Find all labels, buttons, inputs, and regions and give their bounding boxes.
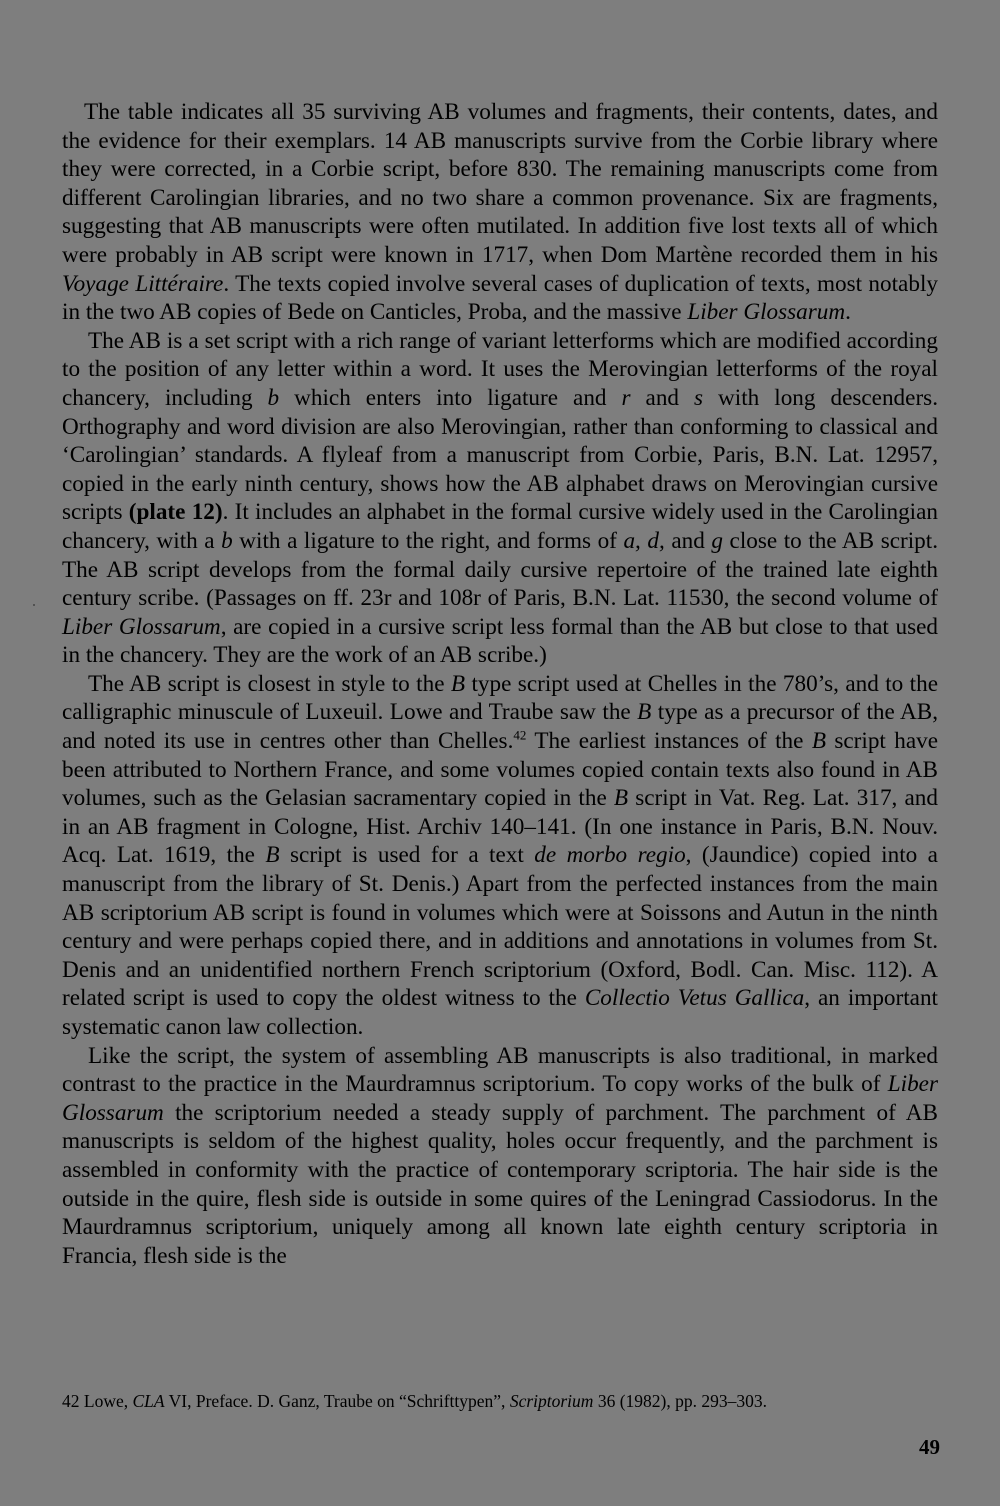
paragraph-3 <box>62 670 938 1042</box>
text-run: script in Vat. Reg. Lat. 317, and in an AB fragment in Cologne, Hist. Archiv 140–141. (In one instance in Paris, B.N. Nouv. Acq. Lat. 1619, the <box>62 785 938 869</box>
text-run: close to the AB script. The AB script develops from the formal daily cursive repertoire of the trained late eighth century scribe. (Passages on ff. 23r and 108r of Paris, B.N. Lat. 11530, the second volume of <box>62 527 939 612</box>
margin-speck <box>33 604 35 606</box>
text-run: 36 (1982), pp. 293–303. <box>593 1391 767 1411</box>
italic-text: s <box>694 384 704 411</box>
text-run: with a ligature to the right, and forms of <box>232 527 624 554</box>
italic-text: B <box>811 728 826 755</box>
text-run: . <box>845 299 851 326</box>
text-run: . The texts copied involve several cases of duplication of texts, most notably in the two AB copies of Bede on Canticles, Proba, and the massive <box>62 270 938 326</box>
italic-text: Scriptorium <box>509 1391 594 1411</box>
text-run: The AB script is closest in style to the <box>88 670 451 697</box>
footnote-marker: 42 <box>513 727 527 743</box>
body-text <box>62 98 938 1270</box>
paragraph-2 <box>62 327 938 670</box>
italic-text: Collectio Vetus Gallica <box>584 985 805 1012</box>
text-run: . It includes an alphabet in the formal cursive widely used in the Carolingian chancery, with a <box>62 499 938 554</box>
text-run: script have been attributed to Northern France, and some volumes copied contain texts also found in AB volumes, such as the Gelasian sacramentary copied in the <box>62 728 939 812</box>
text-run: the scriptorium needed a steady supply of parchment. The parchment of AB manuscripts is seldom of the highest quality, holes occur frequently, and the parchment is assembled in conformity with the practice of contemporary scriptoria. The hair side is the outside in the quire, flesh side is outside in some quires of the Leningrad Cassiodorus. In the Maurdramnus scriptorium, uniquely among all known late eighth century scriptoria in Francia, flesh side is the <box>62 1099 938 1269</box>
italic-text: b <box>267 384 280 411</box>
text-run: VI, Preface. D. Ganz, Traube on “Schrifttypen”, <box>164 1391 510 1411</box>
text-run: Like the script, the system of assembling AB manuscripts is also traditional, in marked contrast to the practice in the Maurdramnus scriptorium. To copy works of the bulk of <box>62 1042 938 1098</box>
text-run: The AB is a set script with a rich range of variant letterforms which are modified according to the position of any letter within a word. It uses the Merovingian letterforms of the royal chancery, including <box>62 327 938 411</box>
italic-text: g <box>711 527 723 554</box>
text-run: with long descenders. Orthography and word division are also Merovingian, rather than conforming to classical and ‘Carolingian’ standards. A flyleaf from a manuscript from Corbie, Paris, B.N. Lat. 12957, copied in the early ninth century, shows how the AB alphabet draws on Merovingian cursive scripts <box>62 384 938 526</box>
paragraph-4 <box>62 1042 938 1271</box>
text-run: , are copied in a cursive script less formal than the AB but close to that used in the chancery. They are the work of an AB scribe.) <box>62 613 938 669</box>
text-run: 42 Lowe, <box>62 1391 133 1411</box>
italic-text: r <box>621 384 631 411</box>
page-number: 49 <box>919 1435 940 1459</box>
italic-text: Liber Glossarum <box>687 299 846 326</box>
italic-text: B <box>613 785 629 812</box>
italic-text: CLA <box>132 1391 165 1411</box>
italic-text: de morbo regio <box>534 842 686 869</box>
bold-reference: (plate 12) <box>128 499 223 526</box>
text-run: and <box>664 527 712 554</box>
text-run: The table indicates all 35 surviving AB volumes and fragments, their contents, dates, and the evidence for their exemplars. 14 AB manuscripts survive from the Corbie library where they were corrected, in a Corbie script, before 830. The remaining manuscripts come from different Carolingian libraries, and no two share a common provenance. Six are fragments, suggesting that AB manuscripts were often mutilated. In addition five lost texts all of which were probably in AB script were known in 1717, when Dom Martène recorded them in his <box>62 99 938 268</box>
italic-text: B <box>637 699 652 726</box>
italic-text: B <box>265 842 280 869</box>
text-run: which enters into ligature and <box>279 384 622 411</box>
text-run: , (Jaundice) copied into a manuscript from the library of St. Denis.) Apart from the perfected instances from the main AB scriptorium AB script is found in volumes which were at Soissons and Autun in the ninth century and were perhaps copied there, and in additions and annotations in volumes from St. Denis and an unidentified northern French scriptorium (Oxford, Bodl. Can. Misc. 112). A related script is used to copy the oldest witness to the <box>62 842 938 1012</box>
text-run: The earliest instances of the <box>526 728 812 755</box>
text-run: and <box>630 384 695 411</box>
text-run: , an important systematic canon law collection. <box>62 985 939 1040</box>
text-run: type script used at Chelles in the 780’s, and to the calligraphic minuscule of Luxeuil. Lowe and Traube saw the <box>62 670 938 726</box>
paragraph-1 <box>62 98 938 327</box>
italic-text: Liber Glossarum <box>62 613 221 640</box>
italic-text: B <box>450 670 466 697</box>
italic-text: b <box>221 527 233 554</box>
italic-text: Voyage Littéraire <box>62 270 224 297</box>
text-run: script is used for a text <box>279 842 535 869</box>
italic-text: Liber Glossarum <box>62 1071 938 1126</box>
text-run: type as a precursor of the AB, and noted its use in centres other than Chelles. <box>62 699 938 755</box>
footnote-42 <box>62 1389 938 1413</box>
italic-text: a, d, <box>623 527 665 554</box>
